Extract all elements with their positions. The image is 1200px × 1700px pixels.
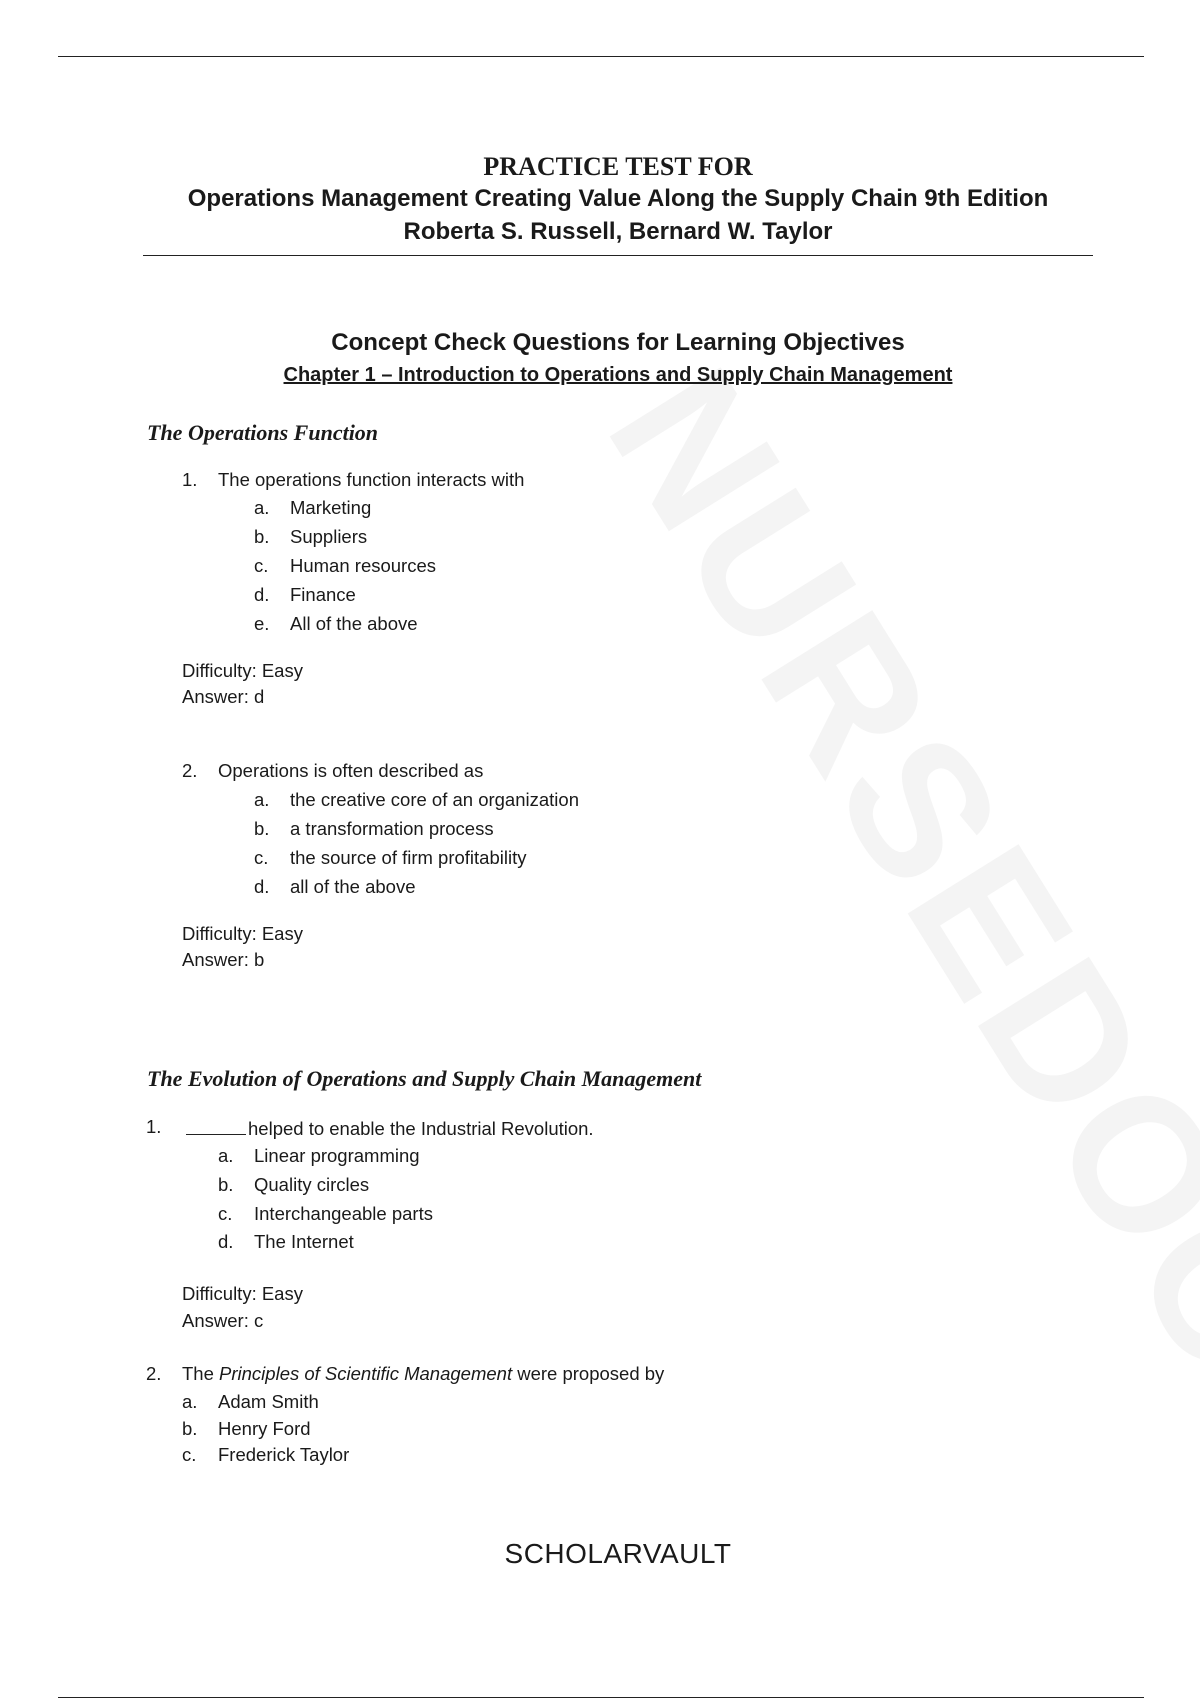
option-text: Adam Smith <box>218 1391 319 1412</box>
option-text: the creative core of an organization <box>290 789 579 810</box>
option-text: Frederick Taylor <box>218 1444 350 1465</box>
option-letter: d. <box>254 584 270 605</box>
answer: Answer: d <box>182 686 265 707</box>
option-text: Interchangeable parts <box>254 1203 433 1224</box>
option-letter: c. <box>254 847 269 868</box>
option-text: all of the above <box>290 876 416 897</box>
option-letter: a. <box>254 789 270 810</box>
section-heading-evolution: The Evolution of Operations and Supply Chain Management <box>147 1066 702 1091</box>
question-text: helped to enable the Industrial Revolution. <box>248 1118 594 1139</box>
question-number: 1. <box>146 1116 162 1137</box>
option-text: Finance <box>290 584 356 605</box>
option-text: a transformation process <box>290 818 494 839</box>
option-text: Human resources <box>290 555 437 576</box>
option-letter: b. <box>254 526 270 547</box>
option-letter: c. <box>254 555 269 576</box>
fill-in-blank <box>186 1116 246 1135</box>
authors: Roberta S. Russell, Bernard W. Taylor <box>403 218 833 245</box>
book-title: Operations Management Creating Value Along the Supply Chain 9th Edition <box>187 185 1049 212</box>
option-letter: a. <box>182 1391 198 1412</box>
answer: Answer: c <box>182 1310 264 1331</box>
title-rule <box>143 255 1093 256</box>
book-reference: Principles of Scientific Management <box>219 1363 513 1384</box>
option-letter: b. <box>182 1418 198 1439</box>
question-number: 2. <box>182 760 198 781</box>
chapter-title <box>0 364 1200 387</box>
difficulty: Difficulty: Easy <box>182 923 303 944</box>
difficulty: Difficulty: Easy <box>182 1283 303 1304</box>
option-letter: c. <box>218 1203 233 1224</box>
option-text: the source of firm profitability <box>290 847 527 868</box>
option-text: The Internet <box>254 1231 354 1252</box>
section-heading-operations-function: The Operations Function <box>147 420 379 445</box>
top-rule <box>58 56 1144 57</box>
option-text: Quality circles <box>254 1174 370 1195</box>
answer: Answer: b <box>182 949 265 970</box>
question-text-before: The <box>182 1363 220 1384</box>
option-text: All of the above <box>290 613 418 634</box>
option-letter: a. <box>254 497 270 518</box>
option-text: Henry Ford <box>218 1418 311 1439</box>
question-number: 1. <box>182 469 198 490</box>
question-text-row <box>182 1363 664 1385</box>
option-letter: c. <box>182 1444 197 1465</box>
option-letter: e. <box>254 613 270 634</box>
bottom-rule <box>58 1697 1144 1698</box>
question-text-after: were proposed by <box>512 1363 665 1384</box>
question-text: Operations is often described as <box>218 760 484 781</box>
concept-check-title: Concept Check Questions for Learning Objectives <box>331 329 905 356</box>
chapter-title-text: Chapter 1 – Introduction to Operations and Supply Chain Management <box>283 364 953 386</box>
practice-test-title: PRACTICE TEST FOR <box>483 152 753 181</box>
question-text: The operations function interacts with <box>218 469 525 490</box>
question-text-row <box>186 1116 594 1140</box>
option-text: Marketing <box>290 497 372 518</box>
footer-brand: SCHOLARVAULT <box>504 1538 732 1569</box>
option-text: Linear programming <box>254 1145 420 1166</box>
option-letter: b. <box>218 1174 234 1195</box>
watermark <box>566 334 1200 1525</box>
option-letter: d. <box>218 1231 234 1252</box>
option-text: Suppliers <box>290 526 368 547</box>
option-letter: d. <box>254 876 270 897</box>
option-letter: b. <box>254 818 270 839</box>
option-letter: a. <box>218 1145 234 1166</box>
question-number: 2. <box>146 1363 162 1384</box>
difficulty: Difficulty: Easy <box>182 660 303 681</box>
